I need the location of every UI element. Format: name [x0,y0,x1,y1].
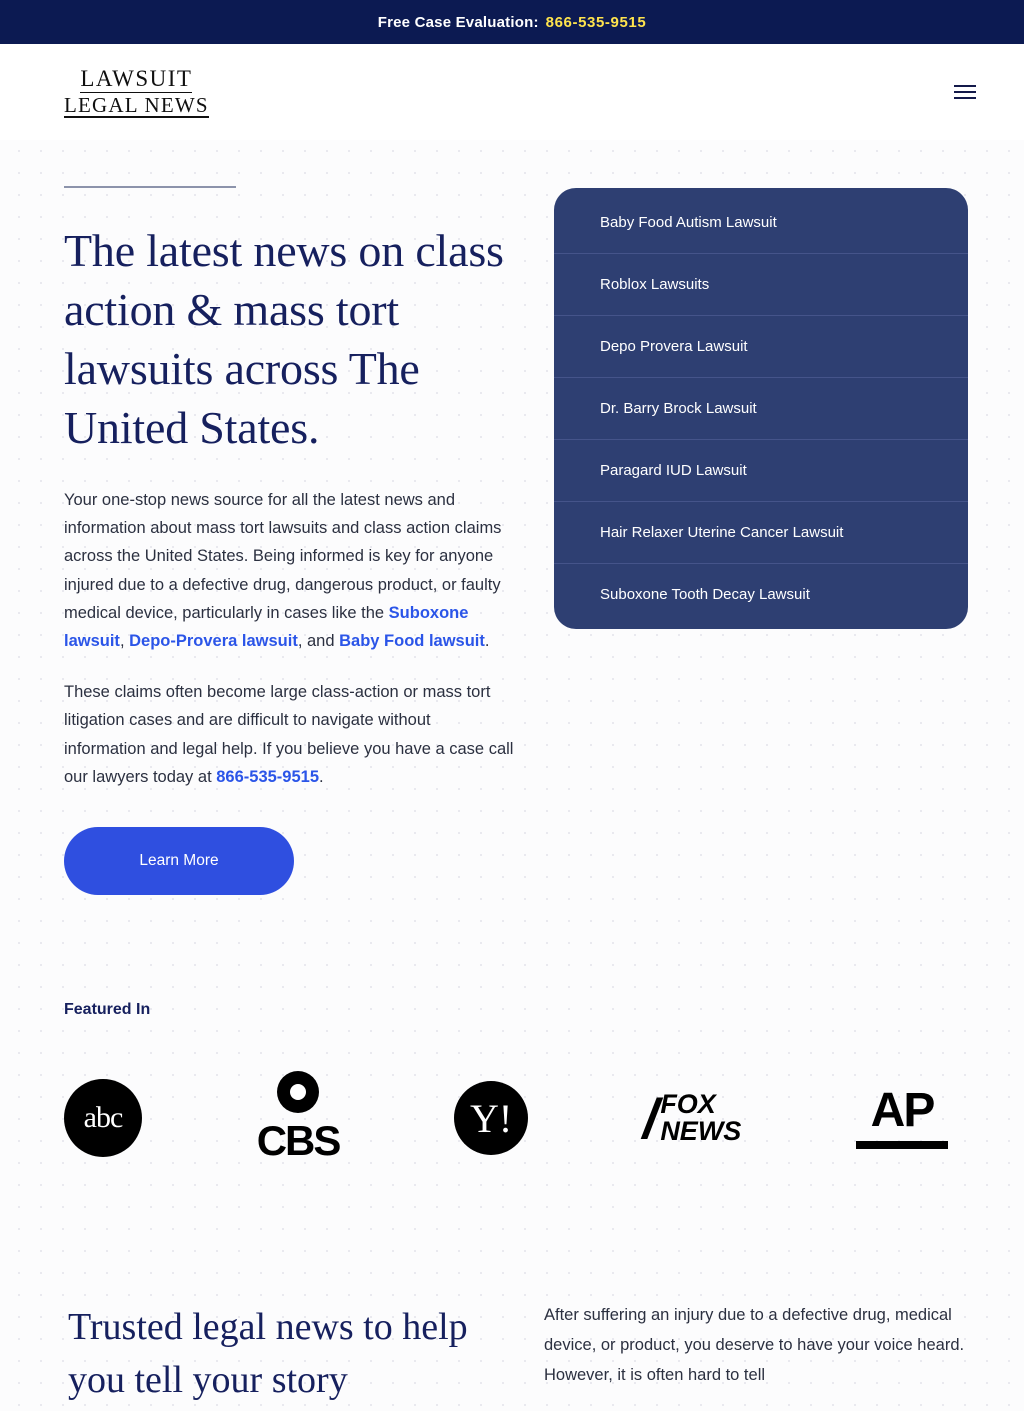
trusted-news-heading: Trusted legal news to help you tell your story [68,1306,468,1402]
suboxone-lawsuit-link[interactable]: Suboxone lawsuit [64,604,469,651]
ap-logo-text: AP [870,1084,934,1138]
hero-paragraph-2 [64,678,516,792]
free-case-evaluation-label: Free Case Evaluation: [377,13,539,31]
fox-line-1: FOX [660,1088,716,1119]
fox-news-logo [643,1086,742,1151]
yahoo-logo [454,1081,528,1155]
lawsuit-list-panel [554,186,968,895]
cbs-eye-icon [277,1071,319,1113]
list-item[interactable]: Paragard IUD Lawsuit [554,440,968,502]
menu-bar-1 [954,85,976,87]
featured-logo-row [64,1063,960,1173]
featured-in-heading: Featured In [64,1001,151,1019]
ap-logo [856,1084,948,1149]
abc-logo [64,1079,142,1157]
ap-logo-bar [856,1141,948,1149]
featured-in-section [0,1001,1024,1173]
site-logo[interactable] [64,67,209,118]
hero-paragraph-1-sep-2: , and [297,632,340,651]
site-header [0,44,1024,140]
abc-logo-text: abc [83,1101,123,1135]
hero-phone-link[interactable]: 866-535-9515 [216,767,320,786]
page-title: The latest news on class action & mass tort lawsuits across The United States. [64,225,504,453]
hero-divider [64,186,236,188]
logo-line-2: LEGAL NEWS [64,92,209,117]
hero-paragraph-1-text-a: Your one-stop news source for all the latest news and information about mass tort lawsuits and class action claims across the United States. Being informed is key for anyone injured due to a defective drug, dangerous product, or faulty medical device, particularly in cases like the [64,490,502,622]
hero-paragraph-2-end: . [319,767,324,786]
top-announcement-bar [0,0,1024,44]
lawsuit-list-card [554,188,968,629]
trusted-news-paragraph: After suffering an injury due to a defective drug, medical device, or product, you deserve to have your voice heard. However, it is often hard to tell [544,1306,965,1384]
fox-line-2: NEWS [660,1116,742,1147]
list-item[interactable]: Dr. Barry Brock Lawsuit [554,378,968,440]
hero-section [0,140,1024,895]
list-item[interactable]: Suboxone Tooth Decay Lawsuit [600,586,810,603]
cbs-logo-text: CBS [256,1117,340,1165]
list-item[interactable]: Hair Relaxer Uterine Cancer Lawsuit [554,502,968,564]
hero-paragraph-1 [64,486,516,656]
learn-more-button[interactable]: Learn More [64,827,294,895]
baby-food-lawsuit-link[interactable]: Baby Food lawsuit [339,632,485,651]
hero-paragraph-2-text: These claims often become large class-action or mass tort litigation cases and are difficult to navigate without information and legal help. If you believe you have a case call our lawyers today at [64,682,514,786]
list-item[interactable]: Baby Food Autism Lawsuit [554,192,968,254]
list-item[interactable]: Roblox Lawsuits [554,254,968,316]
fox-slash-icon: / [642,1086,659,1150]
depo-provera-lawsuit-link[interactable]: Depo-Provera lawsuit [129,632,298,651]
logo-line-1: LAWSUIT [80,65,193,91]
list-item[interactable]: Depo Provera Lawsuit [554,316,968,378]
hero-content [64,186,516,895]
yahoo-logo-text: Y! [469,1095,513,1141]
trusted-news-section [0,1173,1024,1407]
menu-bar-3 [954,97,976,99]
top-phone-link[interactable]: 866-535-9515 [545,13,647,31]
hamburger-menu-icon[interactable] [946,75,984,109]
menu-bar-2 [954,91,976,93]
hero-paragraph-1-end: . [484,632,490,651]
cbs-logo [257,1071,340,1165]
fox-news-logo-text [660,1088,742,1147]
hero-paragraph-1-sep-1: , [119,632,130,651]
